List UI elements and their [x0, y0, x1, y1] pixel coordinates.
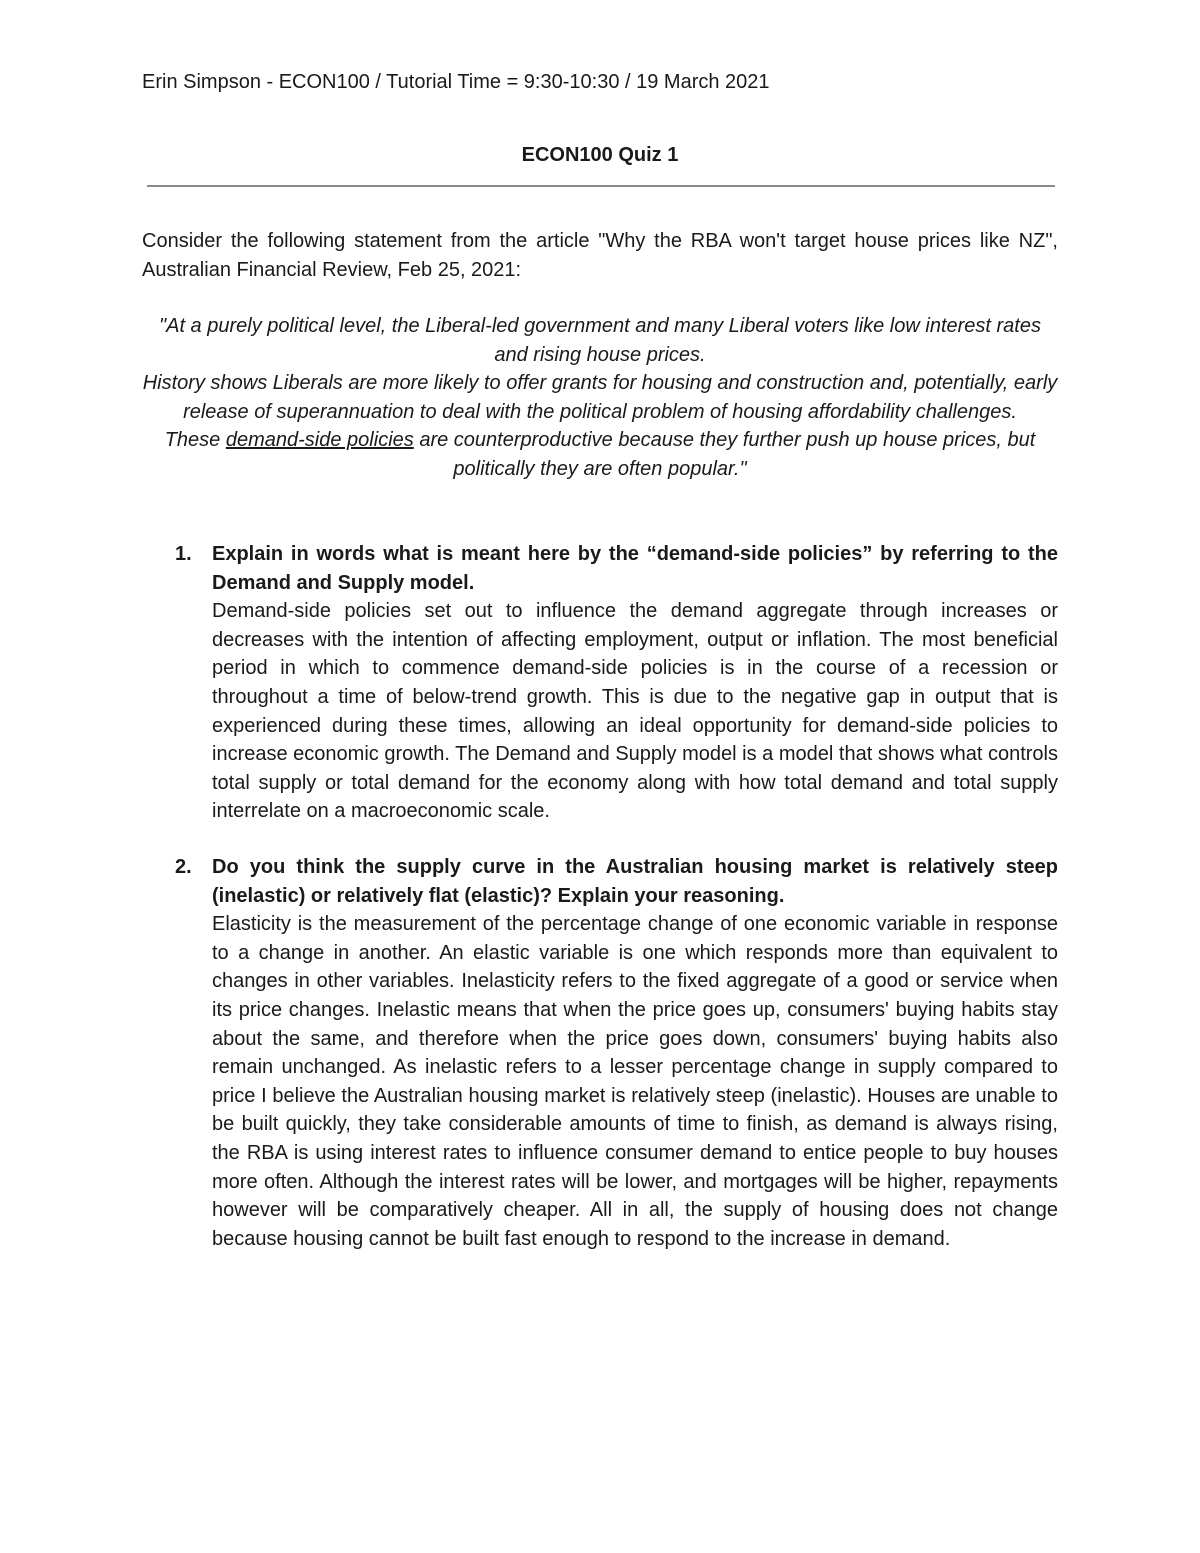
quote-text: These: [164, 429, 226, 451]
question-text: Explain in words what is meant here by the “demand-side policies” by referring to the Demand and Supply model.: [212, 543, 1058, 594]
document-header: Erin Simpson - ECON100 / Tutorial Time = 9:30-10:30 / 19 March 2021: [142, 71, 770, 93]
underlined-term: demand-side policies: [225, 429, 414, 451]
question-item: [142, 853, 1058, 1253]
quote-paragraph-1: "At a purely political level, the Liberal-led government and many Liberal voters like low interest rates and rising house prices.: [159, 315, 1041, 366]
question-body: [212, 540, 1058, 826]
question-number: 2.: [175, 856, 192, 878]
answer-text: Elasticity is the measurement of the percentage change of one economic variable in response to a change in another. An elastic variable is one which responds more than equivalent to changes in other variables. Inelasticity refers to the fixed aggregate of a good or service when its price changes. Inelastic means that when the price goes up, consumers' buying habits stay about the same, and therefore when the price goes down, consumers' buying habits also remain unchanged. As inelastic refers to a lesser percentage change in supply compared to price I believe the Australian housing market is relatively steep (inelastic). Houses are unable to be built quickly, they take considerable amounts of time to finish, as demand is always rising, the RBA is using interest rates to influence consumer demand to entice people to buy houses more often. Although the interest rates will be lower, and mortgages will be higher, repayments however will be comparatively cheaper. All in all, the supply of housing does not change because housing cannot be built fast enough to respond to the increase in demand.: [212, 913, 1058, 1250]
intro-paragraph: Consider the following statement from the article "Why the RBA won't target house prices like NZ", Australian Financial Review, Feb 25, 2021:: [142, 230, 1058, 281]
article-quote: [142, 312, 1058, 483]
title-divider: [147, 185, 1055, 187]
quote-paragraph-2: History shows Liberals are more likely to offer grants for housing and construction and, potentially, early release of superannuation to deal with the political problem of housing affordability challenges.: [142, 372, 1058, 423]
quote-paragraph-3: [142, 426, 1058, 483]
quote-text: are counterproductive because they further push up house prices, but politically they are often popular.": [413, 429, 1036, 480]
question-number: 1.: [175, 543, 192, 565]
document-title: ECON100 Quiz 1: [521, 144, 679, 166]
question-body: [212, 853, 1058, 1253]
question-text: Do you think the supply curve in the Australian housing market is relatively steep (inelastic) or relatively flat (elastic)? Explain your reasoning.: [212, 856, 1058, 907]
answer-text: Demand-side policies set out to influence the demand aggregate through increases or decreases with the intention of affecting employment, output or inflation. The most beneficial period in which to commence demand-side policies is in the course of a recession or throughout a time of below-trend growth. This is due to the negative gap in output that is experienced during these times, allowing an ideal opportunity for demand-side policies to increase economic growth. The Demand and Supply model is a model that shows what controls total supply or total demand for the economy along with how total demand and total supply interrelate on a macroeconomic scale.: [212, 600, 1058, 823]
question-item: [142, 540, 1058, 826]
